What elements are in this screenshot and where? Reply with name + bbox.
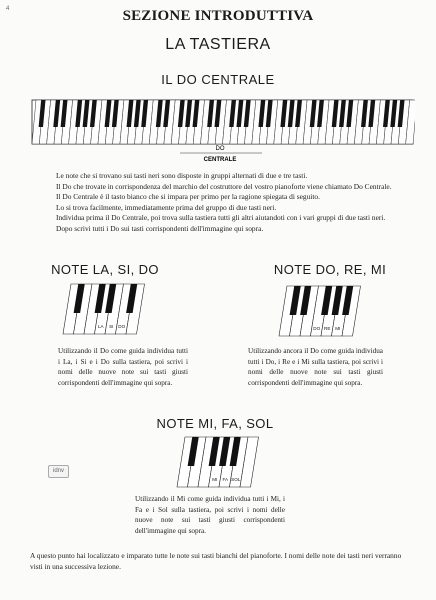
heading-do-re-mi: NOTE DO, RE, MI xyxy=(273,262,387,277)
caption-la-si-do: Utilizzando il Do come guida individua tutti i La, i Si e i Do sulla tastiera, poi scrivi i nomi delle nuove note sui tasti giusti corrispondenti dell'immagine qui sopra. xyxy=(58,347,188,387)
marker-centrale-label: CENTRALE xyxy=(203,157,237,163)
page-title: SEZIONE INTRODUTTIVA xyxy=(122,8,314,24)
idnv-badge: idnv xyxy=(48,465,69,478)
intro-line: Dopo scrivi tutti i Do sui tasti corrispondenti dell'immagine qui sopra. xyxy=(56,223,264,233)
caption-do-re-mi: Utilizzando ancora il Do come guida individua tutti i Do, i Re e i Mi sulla tastiera, poi scrivi i nomi delle nuove note sui tasti giusti corrispondenti dell'immagine qui sopra. xyxy=(248,347,383,387)
note-label: LA xyxy=(97,324,104,329)
note-label: SOL xyxy=(231,477,241,482)
heading-mi-fa-sol: NOTE MI, FA, SOL xyxy=(156,416,274,431)
note-label: MI xyxy=(335,326,341,331)
intro-line: Lo si trova facilmente, immediatamente prima del gruppo di due tasti neri. xyxy=(56,202,277,212)
piano-keyboard-do-re-mi xyxy=(276,283,364,339)
piano-keyboard-la-si-do xyxy=(60,281,146,337)
intro-line: Individua prima il Do Centrale, poi trova sulla tastiera tutti gli altri aiutandoti con i vari gruppi di due tasti neri. xyxy=(56,213,386,222)
section-heading: IL DO CENTRALE xyxy=(161,72,275,87)
note-label: MI xyxy=(212,477,218,482)
piano-keyboard-main xyxy=(30,98,415,166)
intro-line: Il Do Centrale è il tasto bianco che si impara per primo per la ragione spiegata di seguito. xyxy=(56,192,320,201)
note-label: RE xyxy=(324,326,331,331)
intro-paragraph xyxy=(56,171,406,234)
conclusion-paragraph: A questo punto hai localizzato e imparato tutte le note sui tasti bianchi del pianoforte. I nomi delle note dei tasti neri verranno visti in una successiva lezione. xyxy=(30,551,402,571)
note-label: DO xyxy=(313,326,321,331)
marker-do-label: DO xyxy=(215,146,225,152)
intro-line: Il Do che trovate in corrispondenza del marchio del costruttore del vostro pianoforte viene chiamato Do Centrale. xyxy=(56,181,392,191)
heading-la-si-do: NOTE LA, SI, DO xyxy=(51,262,159,277)
page-subtitle: LA TASTIERA xyxy=(165,36,271,53)
caption-mi-fa-sol: Utilizzando il Mi come guida individua tutti i Mi, i Fa e i Sol sulla tastiera, poi scrivi i nomi delle nuove note sui tasti giusti corrispondenti dell'immagine qui sopra. xyxy=(135,495,285,535)
note-label: FA xyxy=(222,477,229,482)
page-number: 4 xyxy=(6,6,10,12)
piano-keyboard-mi-fa-sol xyxy=(174,434,260,490)
intro-line: Le note che si trovano sui tasti neri sono disposte in gruppi alternati di due e tre tasti. xyxy=(56,171,308,180)
note-label: SI xyxy=(109,324,114,329)
note-label: DO xyxy=(118,324,126,329)
